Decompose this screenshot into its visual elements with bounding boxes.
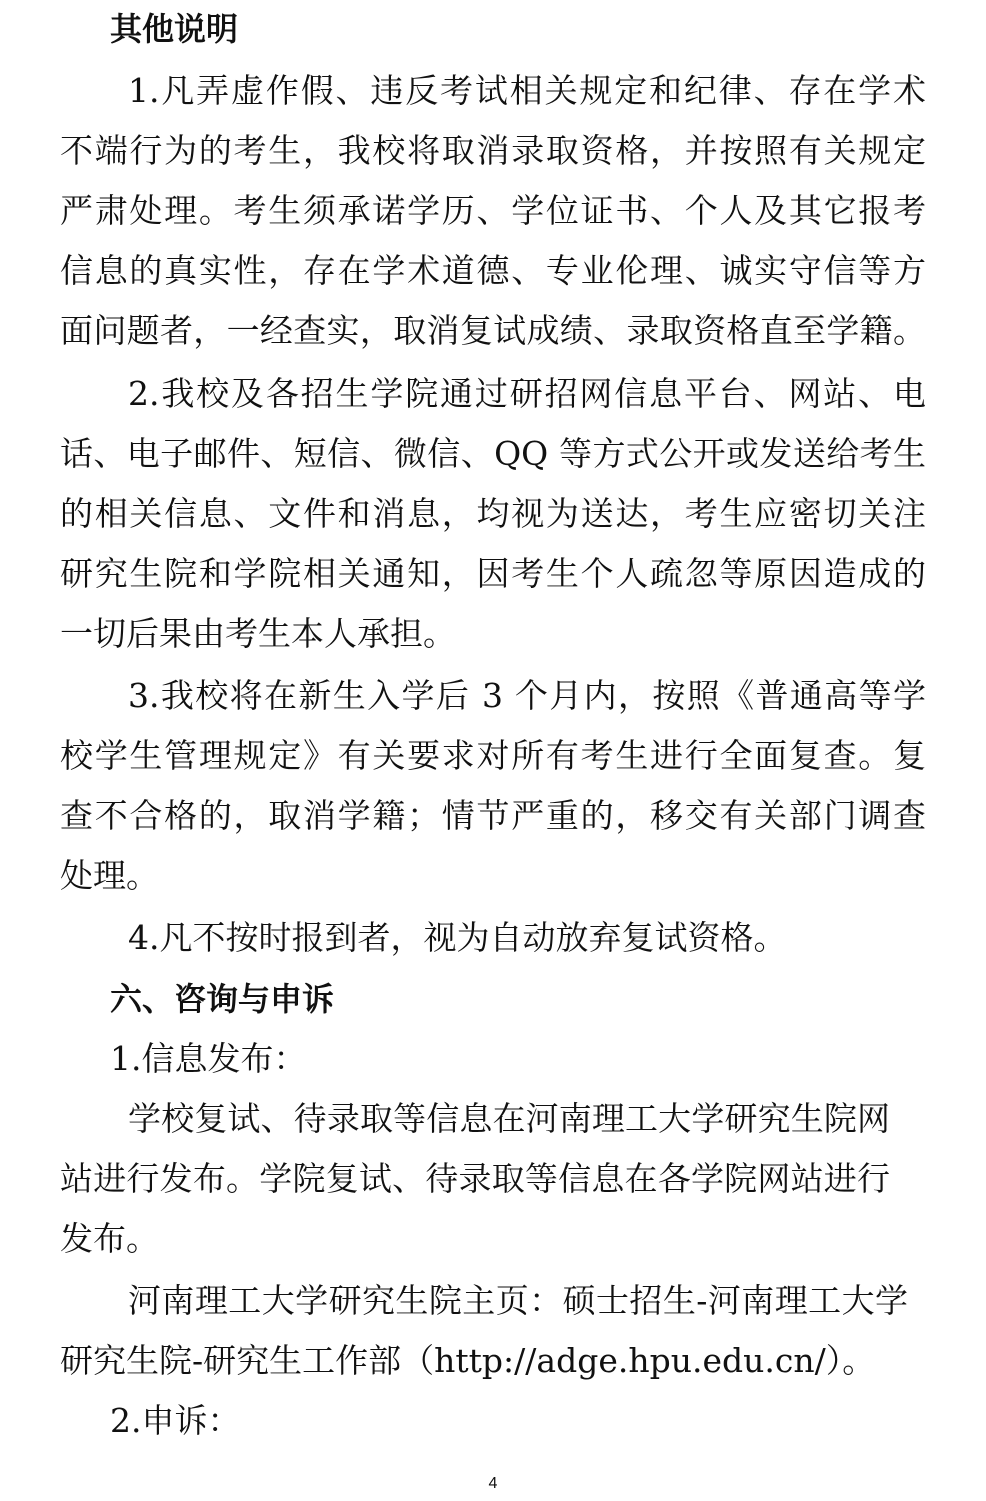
paragraph-line: 话、电子邮件、短信、微信、QQ 等方式公开或发送给考生 bbox=[60, 434, 926, 473]
paragraph-line: 研究生院和学院相关通知，因考生个人疏忽等原因造成的 bbox=[60, 554, 926, 593]
subsection-title-info: 1.信息发布： bbox=[110, 1039, 307, 1078]
paragraph-line: 3.我校将在新生入学后 3 个月内，按照《普通高等学 bbox=[128, 676, 926, 715]
paragraph-line: 查不合格的，取消学籍；情节严重的，移交有关部门调查 bbox=[60, 796, 926, 835]
paragraph-line: 发布。 bbox=[60, 1219, 159, 1258]
paragraph-line: 信息的真实性，存在学术道德、专业伦理、诚实守信等方 bbox=[60, 251, 926, 290]
paragraph-line: 1.凡弄虚作假、违反考试相关规定和纪律、存在学术 bbox=[128, 71, 926, 110]
homepage-line: 河南理工大学研究生院主页：硕士招生-河南理工大学 bbox=[128, 1281, 908, 1320]
paragraph-line: 面问题者，一经查实，取消复试成绩、录取资格直至学籍。 bbox=[60, 311, 926, 350]
paragraph-line: 严肃处理。考生须承诺学历、学位证书、个人及其它报考 bbox=[60, 191, 926, 230]
section-heading-other: 其他说明 bbox=[110, 10, 239, 48]
page-number: 4 bbox=[488, 1475, 498, 1492]
paragraph-line: 处理。 bbox=[60, 856, 159, 895]
paragraph-line: 的相关信息、文件和消息，均视为送达，考生应密切关注 bbox=[60, 494, 926, 533]
paragraph-line: 一切后果由考生本人承担。 bbox=[60, 614, 456, 653]
paragraph-line: 学校复试、待录取等信息在河南理工大学研究生院网 bbox=[128, 1099, 890, 1138]
homepage-url-line: 研究生院-研究生工作部（http://adge.hpu.edu.cn/）。 bbox=[60, 1341, 876, 1380]
paragraph-line: 站进行发布。学院复试、待录取等信息在各学院网站进行 bbox=[60, 1159, 890, 1198]
subsection-title-appeal: 2.申诉： bbox=[110, 1401, 241, 1440]
paragraph-line: 2.我校及各招生学院通过研招网信息平台、网站、电 bbox=[128, 374, 926, 413]
paragraph-line: 不端行为的考生，我校将取消录取资格，并按照有关规定 bbox=[60, 131, 926, 170]
paragraph-line: 4.凡不按时报到者，视为自动放弃复试资格。 bbox=[128, 918, 787, 957]
paragraph-line: 校学生管理规定》有关要求对所有考生进行全面复查。复 bbox=[60, 736, 926, 775]
section-heading-consult: 六、咨询与申诉 bbox=[110, 980, 335, 1018]
